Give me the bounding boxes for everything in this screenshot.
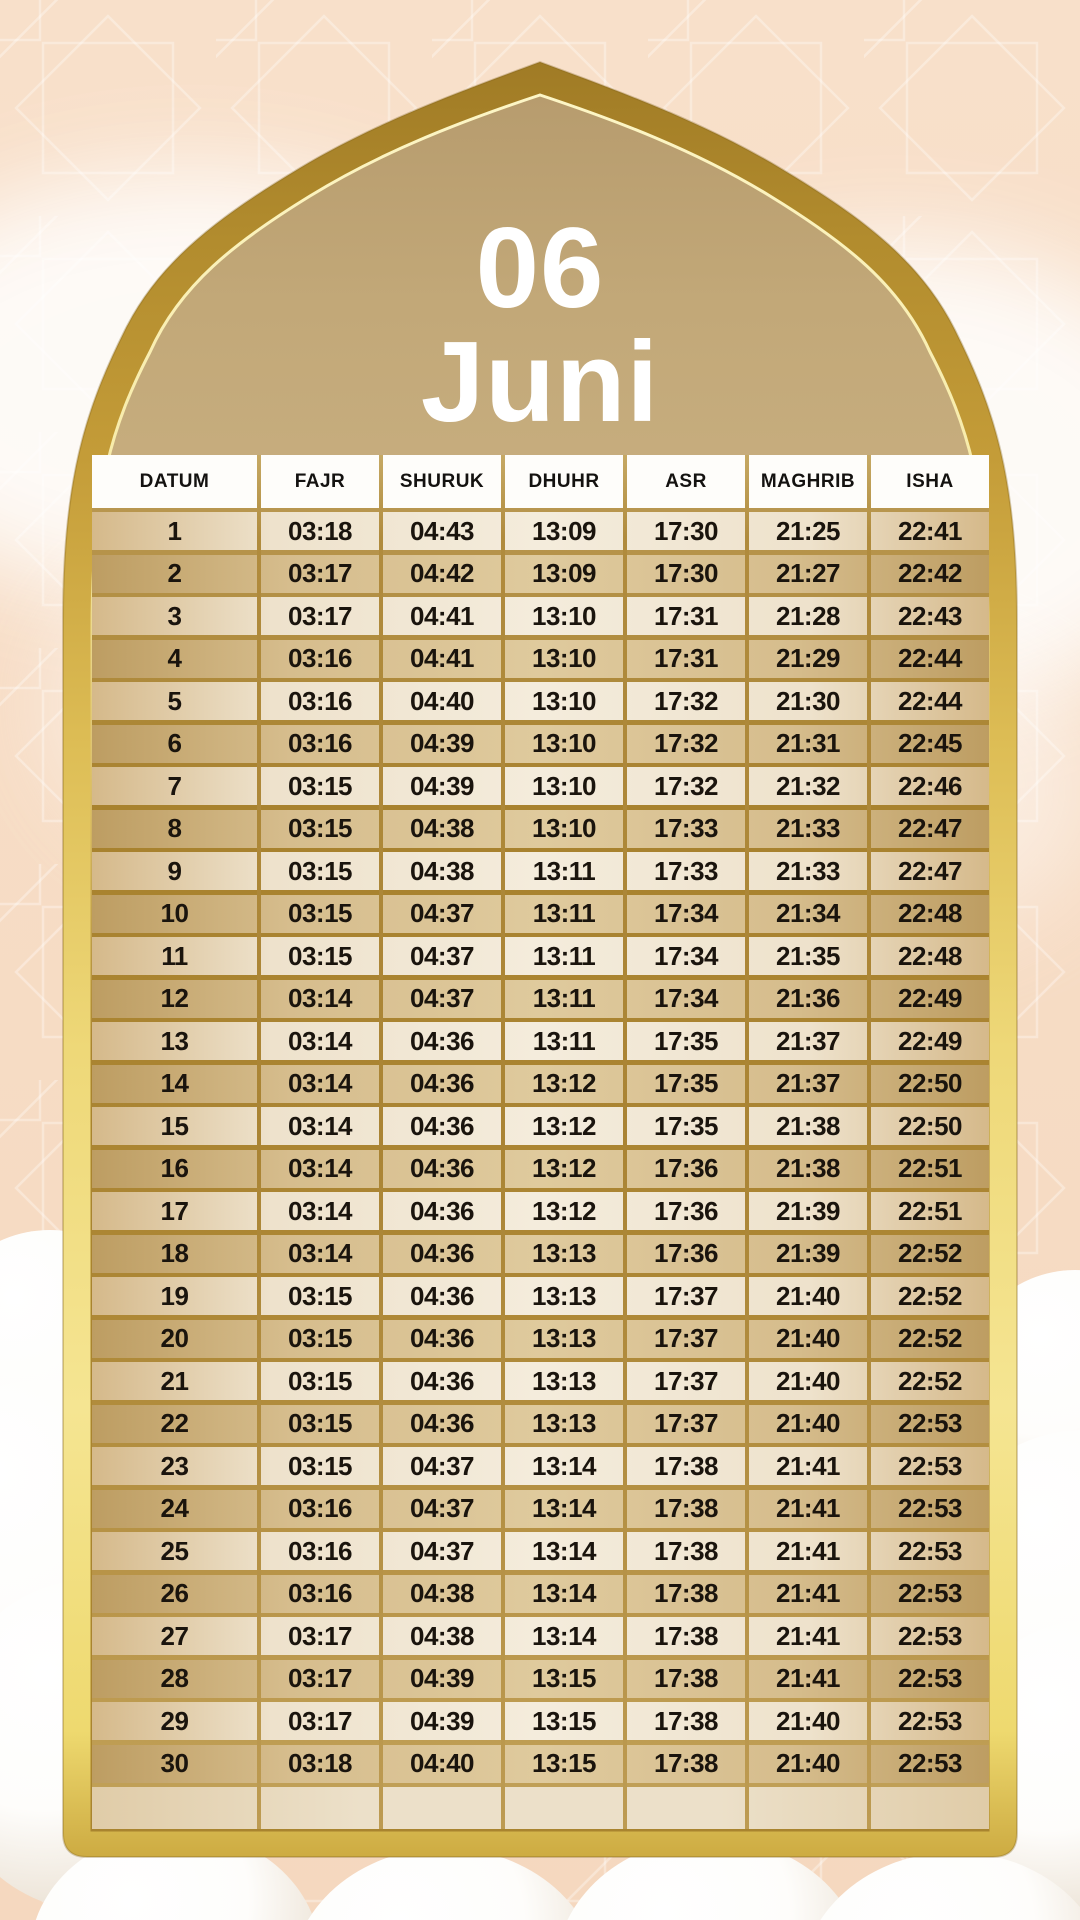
time-cell: 13:15 (532, 1663, 596, 1693)
time-cell: 04:39 (410, 770, 474, 801)
date-cell: 26 (160, 1578, 189, 1608)
time-cell: 03:18 (288, 1748, 352, 1778)
date-cell: 10 (160, 898, 189, 928)
time-cell: 21:40 (776, 1323, 840, 1353)
time-cell (871, 1787, 989, 1829)
time-cell: 17:30 (654, 558, 718, 588)
time-cell: 03:15 (288, 1323, 352, 1353)
time-cell: 03:14 (288, 1025, 352, 1056)
time-cell: 21:41 (776, 1493, 840, 1523)
time-cell: 17:36 (654, 1153, 718, 1183)
date-cell: 28 (160, 1663, 189, 1693)
time-cell: 04:36 (410, 1238, 474, 1268)
time-cell: 22:50 (898, 1068, 962, 1098)
time-cell: 04:36 (410, 1025, 474, 1056)
date-cell: 6 (167, 728, 182, 758)
time-cell: 04:37 (410, 1493, 474, 1523)
date-cell: 19 (160, 1280, 189, 1311)
time-cell: 17:31 (654, 600, 718, 631)
date-cell: 21 (160, 1365, 189, 1396)
table-row (92, 1022, 989, 1060)
time-cell: 04:36 (410, 1153, 474, 1183)
time-cell: 13:14 (532, 1578, 596, 1608)
time-cell: 13:11 (532, 1025, 596, 1056)
time-cell: 21:38 (776, 1153, 840, 1183)
time-cell: 13:15 (532, 1748, 596, 1778)
time-cell: 17:38 (654, 1535, 718, 1566)
time-cell: 04:43 (410, 515, 474, 546)
table-row (92, 767, 989, 805)
date-cell: 16 (160, 1153, 189, 1183)
table-row (92, 512, 989, 550)
time-cell (749, 1787, 867, 1829)
time-cell: 03:14 (288, 1110, 352, 1141)
table-row (92, 1320, 989, 1358)
time-cell: 04:37 (410, 1535, 474, 1566)
time-cell: 17:38 (654, 1493, 718, 1523)
time-cell: 17:38 (654, 1578, 718, 1608)
time-cell: 21:41 (776, 1450, 840, 1481)
time-cell: 13:10 (532, 728, 596, 758)
time-cell: 03:14 (288, 1068, 352, 1098)
time-cell: 21:37 (776, 1068, 840, 1098)
date-cell: 3 (167, 600, 182, 631)
time-cell: 22:53 (898, 1408, 962, 1438)
time-cell: 17:38 (654, 1748, 718, 1778)
time-cell: 13:12 (532, 1068, 596, 1098)
time-cell: 21:32 (776, 770, 840, 801)
time-cell: 13:11 (532, 983, 596, 1013)
time-cell: 13:12 (532, 1195, 596, 1226)
table-row (92, 980, 989, 1018)
time-cell: 13:12 (532, 1153, 596, 1183)
time-cell: 22:48 (898, 898, 962, 928)
time-cell: 21:39 (776, 1238, 840, 1268)
header-cell: FAJR (261, 455, 379, 508)
time-cell: 04:38 (410, 1578, 474, 1608)
time-cell: 22:48 (898, 940, 962, 971)
time-cell: 04:36 (410, 1280, 474, 1311)
header-cell: ASR (627, 455, 745, 508)
time-cell: 04:39 (410, 728, 474, 758)
date-cell: 8 (167, 813, 182, 843)
header-cell: DATUM (92, 455, 257, 508)
header-cell: MAGHRIB (749, 455, 867, 508)
time-cell: 22:45 (898, 728, 962, 758)
month-name: Juni (420, 319, 660, 446)
time-cell: 17:34 (654, 983, 718, 1013)
table-row (92, 597, 989, 635)
time-cell: 03:15 (288, 1450, 352, 1481)
time-cell: 17:31 (654, 643, 718, 673)
time-cell: 17:35 (654, 1068, 718, 1098)
date-cell: 11 (161, 940, 188, 971)
time-cell: 21:25 (776, 515, 840, 546)
date-cell: 1 (167, 515, 182, 546)
table-row (92, 895, 989, 933)
table-row (92, 1362, 989, 1400)
time-cell: 22:53 (898, 1578, 962, 1608)
table-row (92, 1405, 989, 1443)
table-row (92, 1575, 989, 1613)
time-cell: 04:36 (410, 1110, 474, 1141)
time-cell: 03:16 (288, 685, 352, 716)
header-cell: ISHA (871, 455, 989, 508)
time-cell: 17:38 (654, 1663, 718, 1693)
time-cell: 17:30 (654, 515, 718, 546)
date-cell (92, 1787, 257, 1829)
time-cell: 22:52 (898, 1365, 962, 1396)
time-cell: 22:52 (898, 1238, 962, 1268)
time-cell: 03:15 (288, 1365, 352, 1396)
time-cell: 13:14 (532, 1620, 596, 1651)
table-row (92, 1277, 989, 1315)
time-cell: 04:39 (410, 1705, 474, 1736)
time-cell: 22:43 (898, 600, 962, 631)
time-cell: 03:15 (288, 1408, 352, 1438)
time-cell: 13:13 (532, 1365, 596, 1396)
time-cell: 22:53 (898, 1493, 962, 1523)
time-cell: 22:53 (898, 1748, 962, 1778)
time-cell: 03:17 (288, 600, 352, 631)
column-separator (745, 455, 749, 1829)
time-cell: 13:09 (532, 558, 596, 588)
header-cell: DHUHR (505, 455, 623, 508)
table-row (92, 1447, 989, 1485)
table-row (92, 1617, 989, 1655)
time-cell: 03:14 (288, 1195, 352, 1226)
table-row (92, 810, 989, 848)
time-cell: 22:42 (898, 558, 962, 588)
time-cell: 03:17 (288, 1705, 352, 1736)
date-cell: 22 (160, 1408, 189, 1438)
time-cell: 21:41 (776, 1620, 840, 1651)
time-cell: 21:37 (776, 1025, 840, 1056)
time-cell: 17:38 (654, 1450, 718, 1481)
time-cell: 17:34 (654, 898, 718, 928)
time-cell: 03:17 (288, 1620, 352, 1651)
time-cell: 04:36 (410, 1365, 474, 1396)
time-cell: 17:36 (654, 1195, 718, 1226)
time-cell (627, 1787, 745, 1829)
date-cell: 12 (160, 983, 189, 1013)
time-cell: 21:33 (776, 813, 840, 843)
time-cell: 03:15 (288, 1280, 352, 1311)
time-cell: 21:30 (776, 685, 840, 716)
time-cell: 13:14 (532, 1535, 596, 1566)
date-cell: 23 (160, 1450, 189, 1481)
time-cell: 21:41 (776, 1535, 840, 1566)
date-cell: 14 (160, 1068, 189, 1098)
date-cell: 29 (160, 1705, 189, 1736)
table-row (92, 1660, 989, 1698)
date-cell: 25 (160, 1535, 189, 1566)
time-cell: 13:14 (532, 1493, 596, 1523)
time-cell: 22:47 (898, 813, 962, 843)
date-cell: 5 (167, 685, 182, 716)
time-cell: 17:33 (654, 855, 718, 886)
time-cell: 04:38 (410, 813, 474, 843)
time-cell: 17:32 (654, 728, 718, 758)
time-cell: 17:35 (654, 1025, 718, 1056)
prayer-times-table (92, 455, 989, 1829)
time-cell (383, 1787, 501, 1829)
time-cell: 04:41 (410, 643, 474, 673)
time-cell: 04:37 (410, 940, 474, 971)
table-row (92, 1745, 989, 1783)
table-row (92, 1150, 989, 1188)
time-cell: 03:15 (288, 813, 352, 843)
time-cell: 21:36 (776, 983, 840, 1013)
time-cell: 21:40 (776, 1280, 840, 1311)
time-cell (261, 1787, 379, 1829)
time-cell: 03:14 (288, 1153, 352, 1183)
time-cell: 22:49 (898, 983, 962, 1013)
time-cell: 22:53 (898, 1705, 962, 1736)
time-cell: 03:15 (288, 940, 352, 971)
date-cell: 15 (160, 1110, 189, 1141)
table-row (92, 725, 989, 763)
empty-row (92, 1787, 989, 1829)
date-cell: 9 (167, 855, 182, 886)
time-cell: 21:40 (776, 1705, 840, 1736)
time-cell: 13:09 (532, 515, 596, 546)
time-cell: 17:37 (654, 1408, 718, 1438)
table-row (92, 1490, 989, 1528)
time-cell: 04:40 (410, 685, 474, 716)
table-body (92, 512, 989, 1829)
time-cell: 17:36 (654, 1238, 718, 1268)
table-header (92, 455, 989, 508)
header-cell: SHURUK (383, 455, 501, 508)
table-row (92, 1702, 989, 1740)
time-cell: 21:38 (776, 1110, 840, 1141)
time-cell: 03:15 (288, 855, 352, 886)
time-cell: 21:40 (776, 1408, 840, 1438)
date-cell: 20 (160, 1323, 189, 1353)
time-cell: 13:13 (532, 1238, 596, 1268)
column-separator (623, 455, 627, 1829)
time-cell: 17:32 (654, 770, 718, 801)
time-cell: 03:15 (288, 770, 352, 801)
time-cell: 03:16 (288, 728, 352, 758)
time-cell: 13:10 (532, 643, 596, 673)
time-cell: 04:38 (410, 855, 474, 886)
month-title (0, 205, 1080, 446)
time-cell: 13:14 (532, 1450, 596, 1481)
column-separator (379, 455, 383, 1829)
time-cell: 04:38 (410, 1620, 474, 1651)
time-cell: 13:11 (532, 898, 596, 928)
time-cell: 22:44 (898, 685, 962, 716)
time-cell: 21:33 (776, 855, 840, 886)
time-cell: 13:10 (532, 770, 596, 801)
time-cell: 03:16 (288, 1535, 352, 1566)
time-cell: 22:47 (898, 855, 962, 886)
time-cell: 17:34 (654, 940, 718, 971)
time-cell: 21:40 (776, 1748, 840, 1778)
time-cell: 13:10 (532, 685, 596, 716)
date-cell: 30 (160, 1748, 189, 1778)
table-row (92, 852, 989, 890)
time-cell: 04:37 (410, 983, 474, 1013)
table-row (92, 682, 989, 720)
time-cell: 04:36 (410, 1068, 474, 1098)
time-cell: 22:44 (898, 643, 962, 673)
time-cell: 22:46 (898, 770, 962, 801)
time-cell: 17:38 (654, 1705, 718, 1736)
time-cell: 21:41 (776, 1663, 840, 1693)
time-cell: 03:17 (288, 558, 352, 588)
day-number: 06 (475, 205, 605, 332)
time-cell: 03:16 (288, 643, 352, 673)
date-cell: 27 (160, 1620, 189, 1651)
time-cell: 22:41 (898, 515, 962, 546)
time-cell: 22:53 (898, 1535, 962, 1566)
date-cell: 18 (160, 1238, 189, 1268)
time-cell: 13:10 (532, 813, 596, 843)
table-row (92, 1192, 989, 1230)
time-cell: 21:27 (776, 558, 840, 588)
time-cell: 17:37 (654, 1323, 718, 1353)
time-cell: 13:13 (532, 1280, 596, 1311)
time-cell (505, 1787, 623, 1829)
time-cell: 03:14 (288, 983, 352, 1013)
time-cell: 17:37 (654, 1365, 718, 1396)
table-row (92, 1065, 989, 1103)
time-cell: 04:39 (410, 1663, 474, 1693)
time-cell: 22:51 (898, 1153, 962, 1183)
time-cell: 17:38 (654, 1620, 718, 1651)
table-row (92, 937, 989, 975)
time-cell: 04:36 (410, 1195, 474, 1226)
time-cell: 22:49 (898, 1025, 962, 1056)
table-row (92, 640, 989, 678)
time-cell: 13:11 (532, 855, 596, 886)
time-cell: 03:15 (288, 898, 352, 928)
time-cell: 13:15 (532, 1705, 596, 1736)
time-cell: 13:13 (532, 1323, 596, 1353)
time-cell: 22:50 (898, 1110, 962, 1141)
time-cell: 04:40 (410, 1748, 474, 1778)
time-cell: 13:11 (532, 940, 596, 971)
time-cell: 04:42 (410, 558, 474, 588)
time-cell: 22:53 (898, 1620, 962, 1651)
time-cell: 13:10 (532, 600, 596, 631)
time-cell: 21:41 (776, 1578, 840, 1608)
time-cell: 21:35 (776, 940, 840, 971)
time-cell: 17:33 (654, 813, 718, 843)
time-cell: 22:53 (898, 1450, 962, 1481)
table-row (92, 1107, 989, 1145)
time-cell: 13:12 (532, 1110, 596, 1141)
date-cell: 2 (167, 558, 182, 588)
column-separator (501, 455, 505, 1829)
date-cell: 7 (167, 770, 182, 801)
time-cell: 17:32 (654, 685, 718, 716)
date-cell: 24 (160, 1493, 189, 1523)
time-cell: 04:37 (410, 898, 474, 928)
time-cell: 03:16 (288, 1578, 352, 1608)
table-row (92, 1235, 989, 1273)
time-cell: 17:37 (654, 1280, 718, 1311)
time-cell: 03:16 (288, 1493, 352, 1523)
time-cell: 17:35 (654, 1110, 718, 1141)
time-cell: 04:36 (410, 1408, 474, 1438)
date-cell: 4 (167, 643, 182, 673)
time-cell: 21:29 (776, 643, 840, 673)
time-cell: 21:34 (776, 898, 840, 928)
time-cell: 21:40 (776, 1365, 840, 1396)
time-cell: 21:31 (776, 728, 840, 758)
time-cell: 22:52 (898, 1280, 962, 1311)
time-cell: 04:36 (410, 1323, 474, 1353)
time-cell: 04:37 (410, 1450, 474, 1481)
time-cell: 03:17 (288, 1663, 352, 1693)
table-row (92, 1532, 989, 1570)
time-cell: 22:53 (898, 1663, 962, 1693)
time-cell: 21:28 (776, 600, 840, 631)
time-cell: 04:41 (410, 600, 474, 631)
time-cell: 22:52 (898, 1323, 962, 1353)
column-separator (257, 455, 261, 1829)
time-cell: 21:39 (776, 1195, 840, 1226)
table-row (92, 555, 989, 593)
date-cell: 17 (160, 1195, 189, 1226)
time-cell: 22:51 (898, 1195, 962, 1226)
date-cell: 13 (160, 1025, 189, 1056)
column-separator (867, 455, 871, 1829)
time-cell: 03:18 (288, 515, 352, 546)
time-cell: 03:14 (288, 1238, 352, 1268)
time-cell: 13:13 (532, 1408, 596, 1438)
